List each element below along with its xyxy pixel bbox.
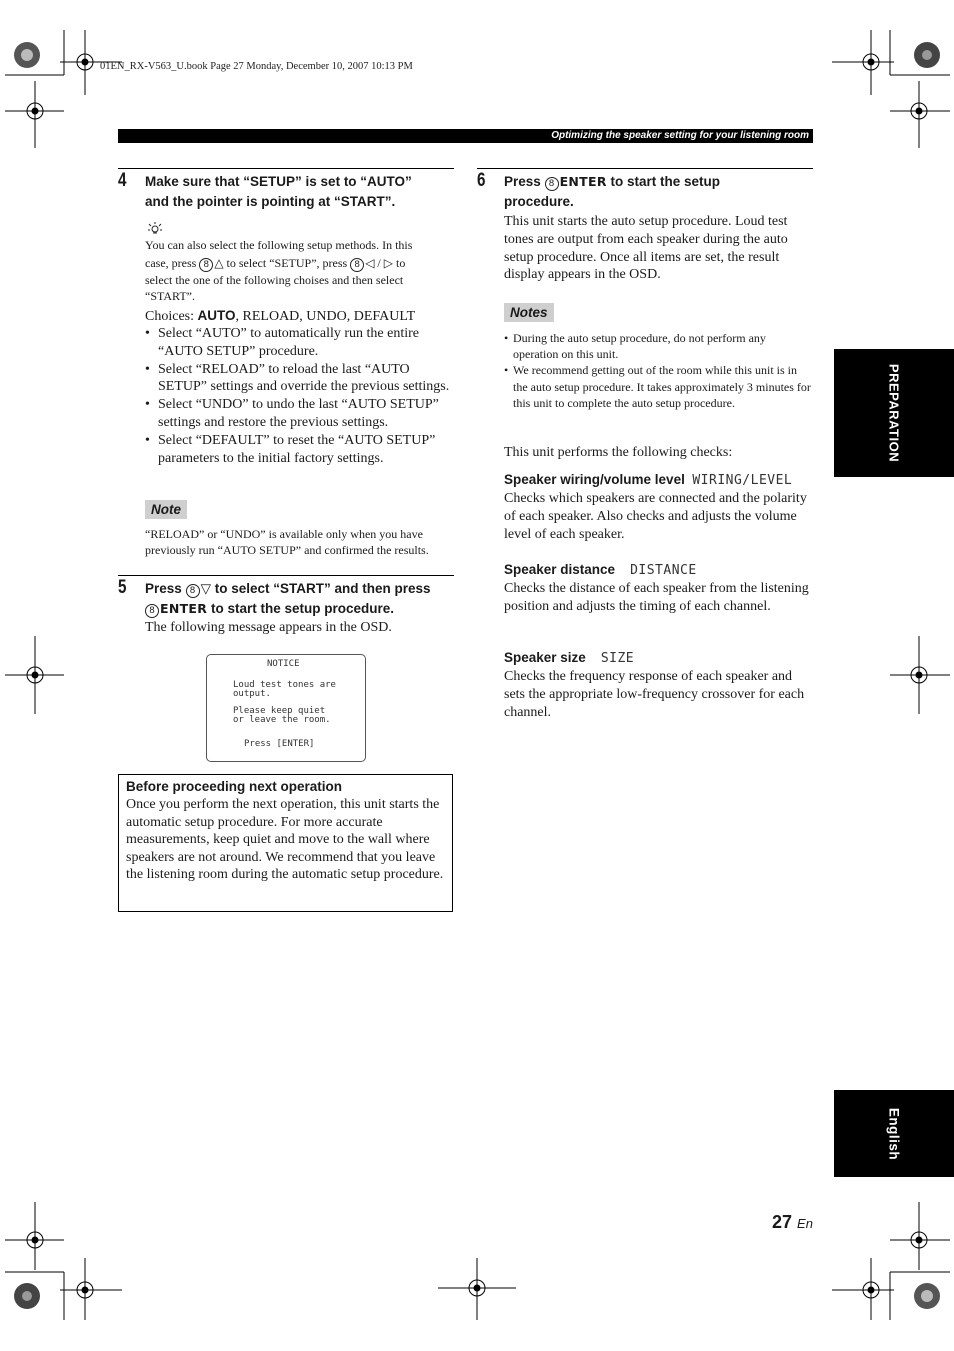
osd-line: or leave the room.: [233, 715, 331, 725]
notes-list: [504, 330, 812, 411]
tip-line3: select the one of the following choises and then select: [145, 273, 404, 288]
tip-line2-c: to: [395, 256, 406, 271]
step4-heading-line2: and the pointer is pointing at “START”.: [145, 193, 396, 209]
step5-body: The following message appears in the OSD.: [145, 620, 392, 635]
check-text: Checks the frequency response of each speaker and sets the appropriate low-frequency crossover for each channel.: [504, 669, 805, 720]
step5-heading-mid: to select “START” and then press: [214, 581, 431, 596]
osd-notice-screen: [206, 654, 366, 762]
check-title: Speaker size: [504, 650, 586, 665]
notes-label: Notes: [504, 303, 554, 322]
step5-press: Press: [145, 581, 182, 596]
step6-rule: [477, 168, 813, 169]
step5-rule: [118, 575, 454, 576]
side-tab-english: [834, 1090, 954, 1177]
tip-line1: You can also select the following setup methods. In this: [145, 238, 413, 252]
choices-default: AUTO: [197, 308, 236, 323]
page-language: En: [797, 1216, 813, 1231]
osd-line: Please keep quiet: [233, 706, 326, 716]
book-info: 01EN_RX-V563_U.book Page 27 Monday, December 10, 2007 10:13 PM: [100, 61, 413, 72]
step5-heading-end: to start the setup procedure.: [210, 600, 394, 616]
tip-line4: “START”.: [145, 289, 195, 304]
step4-number: 4: [118, 170, 127, 191]
osd-title: NOTICE: [267, 659, 300, 669]
choices: [145, 307, 455, 326]
step6-number: 6: [477, 170, 486, 191]
step4-heading: [145, 172, 455, 211]
step4-heading-line1: Make sure that “SETUP” is set to “AUTO”: [145, 174, 412, 189]
step5-heading: [145, 579, 460, 618]
lightbulb-tip-icon: [147, 221, 163, 235]
down-arrow-icon: ▽: [200, 581, 211, 596]
key-8-icon: 8: [199, 258, 213, 272]
step6-heading: [504, 172, 814, 211]
enter-key-label: ENTER: [160, 600, 208, 616]
check-title: Speaker wiring/volume level: [504, 472, 685, 487]
up-arrow-icon: △: [214, 256, 224, 271]
header-title: Optimizing the speaker setting for your listening room: [551, 130, 809, 141]
check-text: Checks which speakers are connected and the polarity of each speaker. Also checks and adjusts the volume level of each speaker.: [504, 491, 807, 542]
check-wiring: [504, 471, 816, 543]
tip-line2: [145, 255, 455, 272]
step4-tip: [145, 237, 455, 305]
choices-list: [145, 325, 455, 467]
step6-heading-line2: procedure.: [504, 193, 574, 209]
step6-press: Press: [504, 174, 541, 189]
step6-heading-line1: [504, 172, 814, 192]
check-heading: [504, 471, 816, 490]
key-8-icon: 8: [545, 177, 559, 191]
box-text: Once you perform the next operation, this unit starts the automatic setup procedure. For more accurate measurements, keep quiet and move to the wall where speakers are not around. We recommend that you leave the listening room during the automatic setup procedure.: [126, 797, 444, 883]
check-display-code: DISTANCE: [630, 563, 697, 578]
step6-body: This unit starts the auto setup procedure. Loud test tones are output from each speaker during the auto setup procedure. Once all items are set, the result display appears in the OSD.: [504, 214, 788, 283]
check-display-code: SIZE: [600, 651, 635, 666]
list-item: • During the auto setup procedure, do not perform any operation on this unit.: [504, 330, 812, 362]
side-tab-label: English: [886, 1107, 902, 1160]
list-item: • Select “UNDO” to undo the last “AUTO SETUP” settings and restore the previous settings.: [145, 396, 455, 432]
check-heading: [504, 561, 816, 580]
check-heading: [504, 649, 816, 668]
before-proceeding-box: [118, 774, 453, 912]
choices-rest: , RELOAD, UNDO, DEFAULT: [235, 309, 416, 324]
key-8-icon: 8: [145, 604, 159, 618]
check-distance: [504, 561, 816, 616]
osd-line: Press [ENTER]: [244, 739, 315, 749]
osd-line: Loud test tones are: [233, 680, 336, 690]
page-number-value: 27: [772, 1212, 793, 1232]
side-tab-preparation: [834, 349, 954, 477]
checks-intro: This unit performs the following checks:: [504, 445, 733, 460]
check-display-code: WIRING/LEVEL: [692, 473, 793, 488]
step5-heading-line2: [145, 599, 460, 619]
step6-heading-end: to start the setup: [610, 174, 721, 189]
list-item: • Select “AUTO” to automatically run the entire “AUTO SETUP” procedure.: [145, 325, 455, 361]
header-bar: [118, 129, 813, 143]
note-label: Note: [145, 500, 187, 519]
check-text: Checks the distance of each speaker from the listening position and adjusts the timing of each channel.: [504, 581, 809, 614]
step5-heading-line1: [145, 579, 460, 599]
choices-label: Choices:: [145, 309, 194, 324]
tip-line2-b: to select “SETUP”, press: [226, 256, 348, 271]
osd-line: output.: [233, 689, 271, 699]
page-number: [772, 1212, 813, 1233]
step4-rule: [118, 168, 454, 169]
note-text: “RELOAD” or “UNDO” is available only when you have previously run “AUTO SETUP” and confirmed the results.: [145, 527, 429, 558]
check-size: [504, 649, 816, 721]
enter-key-label: ENTER: [559, 174, 607, 189]
tip-line2-a: case, press: [145, 256, 197, 271]
key-8-icon: 8: [186, 584, 200, 598]
side-tab-label: PREPARATION: [886, 363, 902, 463]
list-item: • Select “DEFAULT” to reset the “AUTO SETUP” parameters to the initial factory settings.: [145, 432, 455, 468]
box-title: Before proceeding next operation: [126, 779, 343, 794]
list-item: • Select “RELOAD” to reload the last “AUTO SETUP” settings and override the previous settings.: [145, 361, 455, 397]
check-title: Speaker distance: [504, 562, 616, 577]
list-item: • We recommend getting out of the room while this unit is in the auto setup procedure. It takes approximately 3 minutes for this unit to complete the auto setup procedure.: [504, 362, 812, 411]
step5-number: 5: [118, 577, 127, 598]
left-right-arrow-icon: ◁ / ▷: [365, 256, 393, 271]
key-8-icon: 8: [350, 258, 364, 272]
